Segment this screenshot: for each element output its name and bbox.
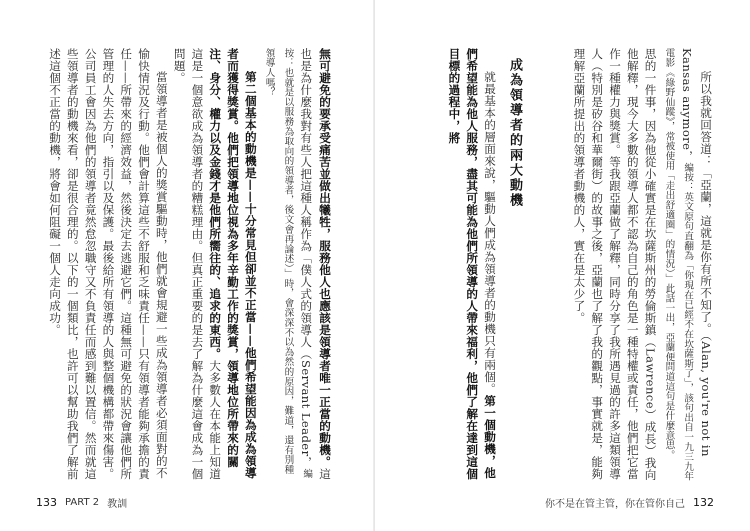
paragraph [659,48,714,484]
bold-text: 無可避免的要承受痛苦並做出犧牲，服務他人也應該是領導者唯一正當的動機。 [318,48,332,468]
paragraph [570,48,659,484]
editor-note: 編按：也就是以服務為取向的領導者，後文會再論述）」時，會深深不以為然的原因，難道，還有別種領導人嗎？ [263,48,313,479]
paragraph [445,48,498,484]
right-page-body-top [538,48,714,484]
editor-note: 編按：英文原句直翻為「你現在已經不在坎薩斯了」，該句出自一九三九年電影《綠野仙蹤》，常被使用「走出舒適圈」的情況）」此話一出，亞蘭便問道這句是什麼意思。 [663,48,694,482]
body-text: 思的一件事，因為他從小確實是在坎薩斯州的勞倫斯鎮（Lawrence）成長）我向他解釋，現今大多數的領導人都不認為自己的角色是一種特權或責任，他們把它當作一種權力與獎賞。等我跟亞蘭做了解釋，同時分享了我所遇見過的許多這類領導人（特別是矽谷和華爾街）的故事之後，亞蘭也了解了我的觀點，事實就是，能夠理解亞蘭所提出的領導者動機的人，實在是太少了。 [572,48,658,481]
paragraph [45,48,170,484]
body-text: 當領導者是被個人的獎賞驅動時，他們就會規避一些成為領導者必須面對的不愉快情況及行動。他們會計算這些不舒服和乏味責任——只有領導者能夠承擔的責任——所帶來的經濟效益，然後決定去逃避它們。這種無可避免的狀況會讓他們所管理的人失去方向，指引以及保護。最後給所有領導的人與整個機構都帶來傷害。公司員工會因為他們的領導者竟然怠忽職守又不負責任而感到難以置信。然而就這些領導者的動機來看，卻是很合理的。以下的一個類比，也許可以幫助我們了解前述這個不正當的動機，將會如何阻礙一個人走向成功。 [48,48,169,480]
right-footer [545,495,714,510]
left-footer [36,495,127,510]
page-number: 133 [36,496,57,509]
right-page-body-bottom [406,48,498,484]
page-number: 132 [693,496,714,509]
body-text: 就最基本的層面來說，驅動人們成為領導者的動機只有兩個。 [483,71,497,396]
body-text: 所以我就回答道：「亞蘭，這就是你有所不知了。（Alan, you're not in Kansas anymore， [680,48,713,458]
right-page [375,0,750,531]
paragraph [259,48,333,484]
paragraph [170,48,259,484]
body-text: 這也是為什麼我對有些人把這種人稱作為「僕人式的領導人（Servant Leader， [299,48,332,480]
left-page-body [33,48,333,484]
bold-text: 第二個基本的動機是——十分常見但卻並不正當——他們希望能因為成為領導者而獲得獎賞。他們把領導地位視為多年辛勤工作的獎賞，領導地位所帶來的關注、身分、權力以及金錢才是他們所嚮往的、追求的東西。 [208,48,258,480]
section-heading: 成為領導者的兩大動機 [507,58,522,208]
running-title: 你不是在管主管，你在管你自己 [545,499,685,510]
section-label: 教訓 [107,499,128,510]
bold-text: 第一個動機，他們希望能為他人服務，盡其可能為他們所領導的人帶來福利，他們了解在達到這個目標的過程中，將 [447,48,497,480]
body-text: 大多數人在本能上知道這是一個意欲成為領導者的糟糕理由。但真正重要的是去了解為什麼這會成為一個問題。 [172,48,223,480]
part-label: PART 2 [65,497,100,508]
